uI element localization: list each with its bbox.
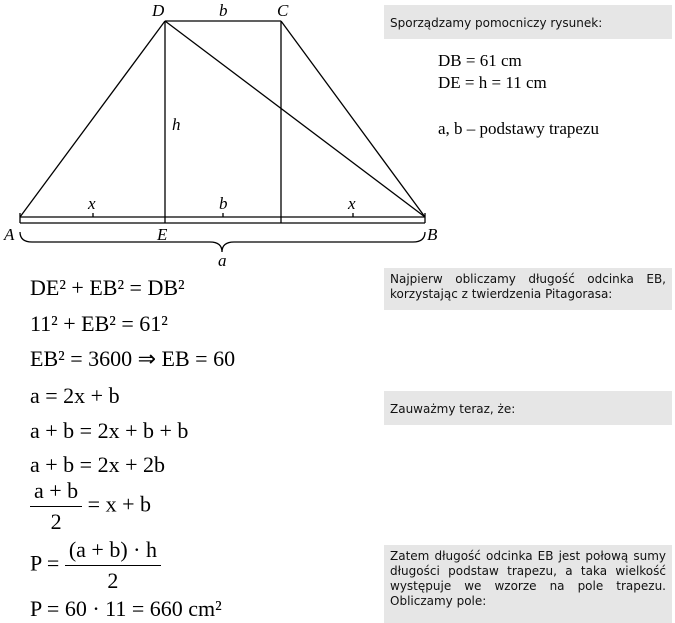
label-A: A bbox=[4, 225, 15, 244]
fraction-half-sum bbox=[30, 478, 82, 535]
equation-half-sum bbox=[30, 478, 151, 535]
brace-a bbox=[20, 232, 425, 252]
label-x-right: x bbox=[348, 194, 356, 213]
equation-substitution: 11² + EB² = 61² bbox=[30, 311, 168, 336]
equation-a-plus-b-1: a + b = 2x + b + b bbox=[30, 418, 189, 443]
area-numerator: (a + b) · h bbox=[65, 537, 161, 566]
label-a: a bbox=[218, 251, 227, 270]
given-db: DB = 61 cm bbox=[438, 51, 522, 70]
diagonal-DB bbox=[165, 21, 425, 217]
label-D: D bbox=[152, 1, 165, 20]
label-b-top: b bbox=[219, 1, 228, 20]
fraction-area bbox=[65, 537, 161, 594]
label-b-bottom: b bbox=[219, 194, 228, 213]
trapezoid-figure bbox=[0, 0, 440, 270]
side-AD bbox=[20, 21, 165, 217]
label-E: E bbox=[157, 225, 168, 244]
note-auxiliary-drawing: Sporządzamy pomocniczy rysunek: bbox=[384, 5, 672, 39]
fraction-denominator: 2 bbox=[50, 509, 62, 534]
note-observe: Zauważmy teraz, że: bbox=[384, 391, 672, 425]
label-C: C bbox=[277, 1, 289, 20]
given-bases: a, b – podstawy trapezu bbox=[438, 119, 599, 138]
equation-area-formula bbox=[30, 537, 161, 594]
label-B: B bbox=[427, 225, 438, 244]
equation-a-plus-b-2: a + b = 2x + 2b bbox=[30, 452, 165, 477]
label-x-left: x bbox=[88, 194, 96, 213]
given-de: DE = h = 11 cm bbox=[438, 73, 547, 92]
note-pythagoras: Najpierw obliczamy długość odcinka EB, korzystając z twierdzenia Pitagorasa: bbox=[384, 268, 672, 310]
equation-area-result: P = 60 · 11 = 660 cm² bbox=[30, 596, 222, 621]
label-h: h bbox=[172, 115, 181, 134]
side-CB bbox=[281, 21, 425, 217]
area-denominator: 2 bbox=[107, 568, 119, 593]
equation-a: a = 2x + b bbox=[30, 383, 120, 408]
equation-half-sum-rhs: = x + b bbox=[87, 491, 151, 517]
area-formula-lhs: P = bbox=[30, 550, 60, 576]
equation-eb-result: EB² = 3600 ⇒ EB = 60 bbox=[30, 346, 236, 371]
equation-pythagoras: DE² + EB² = DB² bbox=[30, 275, 185, 300]
fraction-numerator: a + b bbox=[30, 478, 82, 507]
note-conclusion: Zatem długość odcinka EB jest połową sumy długości podstaw trapezu, a taka wielkość występuje we wzorze na pole trapezu. Obliczamy pole: bbox=[384, 545, 672, 623]
